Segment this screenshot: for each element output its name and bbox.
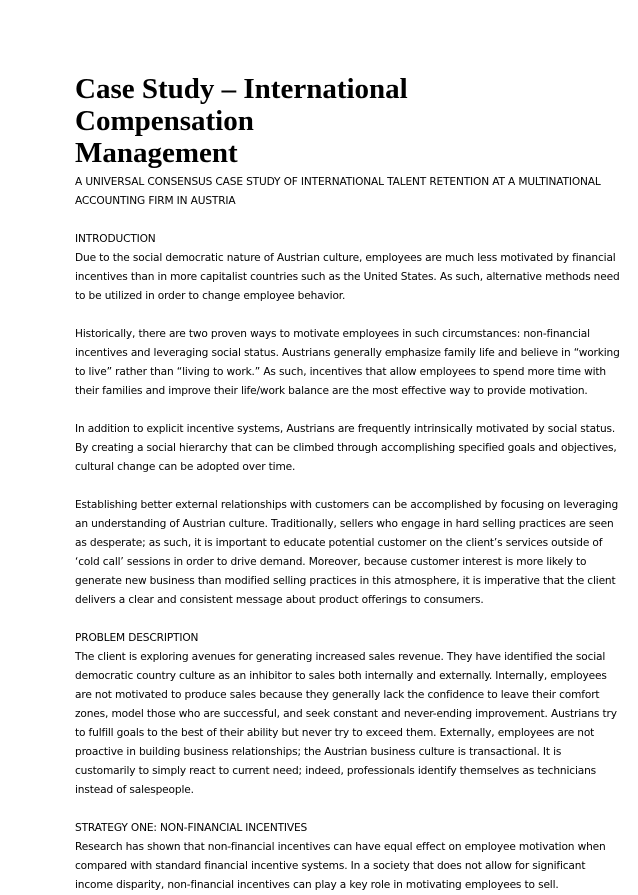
subtitle-line: ACCOUNTING FIRM IN AUSTRIA	[75, 195, 236, 207]
section-heading: INTRODUCTION	[75, 233, 156, 245]
paragraph-line: as desperate; as such, it is important to educate potential customer on the client’s services outside of	[75, 537, 603, 549]
paragraph-line: compared with standard financial incentive systems. In a society that does not allow for significant	[75, 860, 586, 872]
paragraph-line: proactive in building business relationships; the Austrian business culture is transactional. It is	[75, 746, 562, 758]
paragraph-line: zones, model those who are successful, and seek constant and never-ending improvement. Austrians try	[75, 708, 617, 720]
paragraph	[75, 648, 617, 800]
paragraph-line: cultural change can be adopted over time.	[75, 461, 296, 473]
title-line: Management	[75, 137, 238, 169]
paragraph-line: their families and improve their life/work balance are the most effective way to provide motivation.	[75, 385, 588, 397]
paragraph-line: to live” rather than “living to work.” As such, incentives that allow employees to spend more time with	[75, 366, 606, 378]
paragraph-line: an understanding of Austrian culture. Traditionally, sellers who engage in hard selling practices are seen	[75, 518, 614, 530]
section-heading: STRATEGY ONE: NON-FINANCIAL INCENTIVES	[75, 822, 308, 834]
section-strategy-one	[75, 819, 606, 895]
paragraph-line: are not motivated to produce sales because they generally lack the confidence to leave their comfort	[75, 689, 600, 701]
section-introduction	[75, 230, 620, 610]
paragraph-line: Due to the social democratic nature of Austrian culture, employees are much less motivated by financial	[75, 252, 616, 264]
section-problem-description	[75, 629, 617, 800]
paragraph	[75, 496, 619, 610]
paragraph-line: customarily to simply react to current need; indeed, professionals identify themselves as technicians	[75, 765, 597, 777]
paragraph-line: delivers a clear and consistent message about product offerings to consumers.	[75, 594, 484, 606]
paragraph	[75, 325, 620, 401]
page-title	[75, 73, 573, 169]
paragraph-line: generate new business than modified selling practices in this atmosphere, it is imperative that the client	[75, 575, 616, 587]
paragraph-line: Establishing better external relationships with customers can be accomplished by focusing on leveraging	[75, 499, 619, 511]
paragraph-line: Historically, there are two proven ways to motivate employees in such circumstances: non-financial	[75, 328, 590, 340]
paragraph-line: Research has shown that non-financial incentives can have equal effect on employee motivation when	[75, 841, 606, 853]
paragraph-line: incentives and leveraging social status. Austrians generally emphasize family life and believe in “working	[75, 347, 620, 359]
page-subtitle	[75, 173, 601, 211]
paragraph	[75, 838, 606, 895]
paragraph-line: democratic country culture as an inhibitor to sales both internally and externally. Internally, employees	[75, 670, 607, 682]
document-page	[75, 73, 620, 895]
paragraph-line: income disparity, non-financial incentives can play a key role in motivating employees to sell.	[75, 879, 559, 891]
section-heading: PROBLEM DESCRIPTION	[75, 632, 199, 644]
paragraph	[75, 420, 617, 477]
subtitle-line: A UNIVERSAL CONSENSUS CASE STUDY OF INTERNATIONAL TALENT RETENTION AT A MULTINATIONAL	[75, 176, 601, 188]
paragraph-line: By creating a social hierarchy that can be climbed through accomplishing specified goals and objectives,	[75, 442, 617, 454]
paragraph-line: The client is exploring avenues for generating increased sales revenue. They have identified the social	[75, 651, 606, 663]
paragraph-line: incentives than in more capitalist countries such as the United States. As such, alternative methods need	[75, 271, 620, 283]
paragraph-line: instead of salespeople.	[75, 784, 194, 796]
paragraph-line: to fulfill goals to the best of their ability but never try to exceed them. Externally, employees are not	[75, 727, 595, 739]
paragraph-line: ‘cold call’ sessions in order to drive demand. Moreover, because customer interest is more likely to	[75, 556, 587, 568]
title-line: Case Study – International Compensation	[75, 73, 408, 137]
paragraph	[75, 249, 620, 306]
paragraph-line: In addition to explicit incentive systems, Austrians are frequently intrinsically motivated by social status.	[75, 423, 616, 435]
paragraph-line: to be utilized in order to change employee behavior.	[75, 290, 346, 302]
